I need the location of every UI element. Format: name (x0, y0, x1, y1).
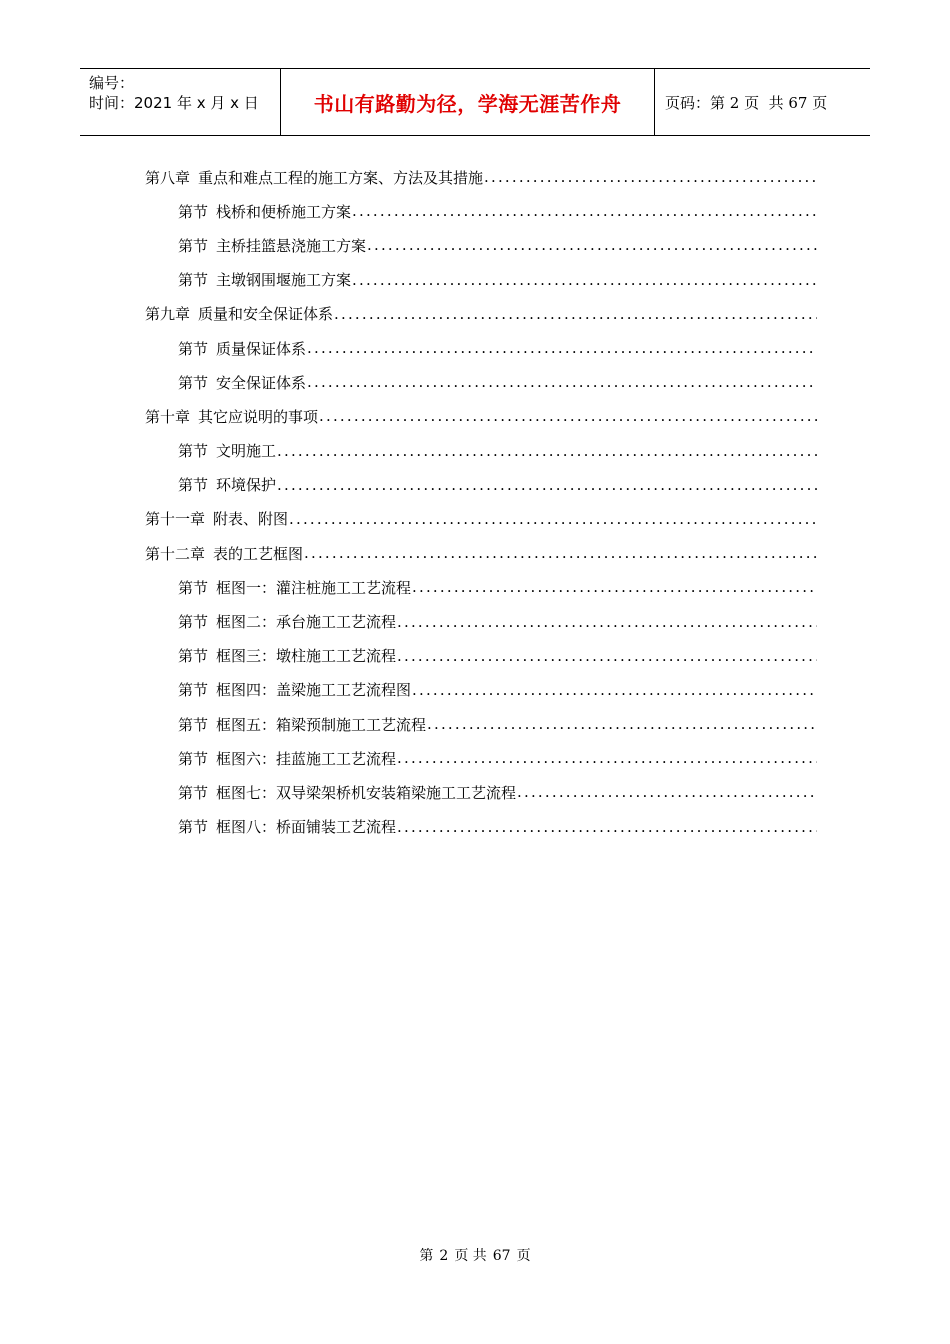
toc-section-entry[interactable] (145, 810, 817, 844)
toc-chapter-entry[interactable] (145, 160, 817, 194)
toc-entry-title: 框图八：桥面铺装工艺流程 (216, 818, 397, 837)
toc-entry-number: 第节 (178, 236, 209, 255)
toc-entry-title: 框图四：盖梁施工工艺流程图 (216, 681, 412, 700)
toc-entry-title: 框图二：承台施工工艺流程 (216, 613, 397, 632)
toc-dot-leader (397, 818, 817, 836)
toc-dot-leader (367, 236, 817, 254)
toc-entry-number: 第八章 (145, 168, 191, 187)
toc-entry-number: 第十章 (145, 407, 191, 426)
toc-dot-leader (397, 613, 817, 631)
page-label: 页码：第 2 页 共 67 页 (665, 93, 828, 112)
page-footer (0, 1245, 950, 1265)
toc-dot-leader (307, 373, 817, 391)
time-label: 时间：2021 年 x 月 x 日 (89, 94, 259, 112)
toc-entry-number: 第节 (178, 339, 209, 358)
toc-entry-number: 第节 (178, 202, 209, 221)
toc-entry-title: 重点和难点工程的施工方案、方法及其措施 (198, 168, 484, 187)
toc-entry-title: 主墩钢围堰施工方案 (216, 271, 352, 290)
toc-entry-number: 第节 (178, 783, 209, 802)
header-meta-cell (80, 69, 281, 135)
footer-page-number: 2 (439, 1248, 449, 1264)
toc-dot-leader (397, 749, 817, 767)
header-motto-cell (281, 69, 655, 135)
toc-section-entry[interactable] (145, 604, 817, 638)
toc-entry-number: 第节 (178, 578, 209, 597)
toc-entry-number: 第节 (178, 715, 209, 734)
toc-entry-title: 框图六：挂蓝施工工艺流程 (216, 749, 397, 768)
toc-entry-title: 环境保护 (216, 476, 277, 495)
toc-chapter-entry[interactable] (145, 536, 817, 570)
doc-number-label: 编号： (89, 74, 135, 92)
toc-entry-title: 框图七：双导梁架桥机安装箱梁施工工艺流程 (216, 783, 517, 802)
toc-dot-leader (397, 647, 817, 665)
header-page-cell (655, 69, 870, 135)
toc-entry-title: 附表、附图 (213, 510, 289, 529)
toc-entry-title: 框图一：灌注桩施工工艺流程 (216, 578, 412, 597)
toc-entry-title: 质量和安全保证体系 (198, 305, 334, 324)
toc-dot-leader (304, 544, 817, 562)
document-header (80, 68, 870, 136)
toc-section-entry[interactable] (145, 468, 817, 502)
toc-dot-leader (307, 339, 817, 357)
toc-section-entry[interactable] (145, 741, 817, 775)
toc-section-entry[interactable] (145, 707, 817, 741)
toc-entry-title: 主桥挂篮悬浇施工方案 (216, 236, 367, 255)
footer-mid: 页 共 (454, 1248, 487, 1264)
toc-entry-title: 表的工艺框图 (213, 544, 304, 563)
toc-dot-leader (517, 783, 817, 801)
toc-entry-number: 第节 (178, 749, 209, 768)
toc-dot-leader (352, 271, 817, 289)
toc-entry-number: 第节 (178, 818, 209, 837)
toc-entry-number: 第节 (178, 271, 209, 290)
toc-dot-leader (334, 305, 817, 323)
toc-entry-title: 文明施工 (216, 442, 277, 461)
toc-section-entry[interactable] (145, 570, 817, 604)
footer-prefix: 第 (419, 1248, 434, 1264)
toc-dot-leader (289, 510, 817, 528)
toc-entry-title: 栈桥和便桥施工方案 (216, 202, 352, 221)
toc-dot-leader (277, 442, 817, 460)
toc-entry-title: 其它应说明的事项 (198, 407, 319, 426)
toc-section-entry[interactable] (145, 434, 817, 468)
toc-section-entry[interactable] (145, 639, 817, 673)
toc-section-entry[interactable] (145, 228, 817, 262)
toc-dot-leader (412, 681, 817, 699)
toc-dot-leader (352, 202, 817, 220)
toc-entry-title: 框图五：箱梁预制施工工艺流程 (216, 715, 427, 734)
footer-total-pages: 67 (492, 1248, 511, 1264)
toc-entry-number: 第十二章 (145, 544, 206, 563)
footer-suffix: 页 (516, 1248, 531, 1264)
toc-entry-number: 第节 (178, 373, 209, 392)
toc-dot-leader (319, 407, 817, 425)
toc-dot-leader (412, 578, 817, 596)
toc-entry-title: 质量保证体系 (216, 339, 307, 358)
toc-chapter-entry[interactable] (145, 502, 817, 536)
toc-entry-number: 第节 (178, 647, 209, 666)
toc-section-entry[interactable] (145, 365, 817, 399)
toc-section-entry[interactable] (145, 673, 817, 707)
toc-section-entry[interactable] (145, 775, 817, 809)
toc-section-entry[interactable] (145, 194, 817, 228)
toc-entry-number: 第十一章 (145, 510, 206, 529)
toc-entry-number: 第九章 (145, 305, 191, 324)
toc-entry-title: 框图三：墩柱施工工艺流程 (216, 647, 397, 666)
motto-text: 书山有路勤为径，学海无涯苦作舟 (313, 91, 622, 116)
toc-chapter-entry[interactable] (145, 399, 817, 433)
toc-chapter-entry[interactable] (145, 297, 817, 331)
toc-dot-leader (427, 715, 817, 733)
toc-entry-title: 安全保证体系 (216, 373, 307, 392)
table-of-contents (145, 160, 817, 844)
toc-entry-number: 第节 (178, 476, 209, 495)
toc-entry-number: 第节 (178, 442, 209, 461)
toc-section-entry[interactable] (145, 331, 817, 365)
toc-section-entry[interactable] (145, 263, 817, 297)
toc-dot-leader (277, 476, 817, 494)
toc-entry-number: 第节 (178, 613, 209, 632)
toc-dot-leader (484, 168, 817, 186)
toc-entry-number: 第节 (178, 681, 209, 700)
